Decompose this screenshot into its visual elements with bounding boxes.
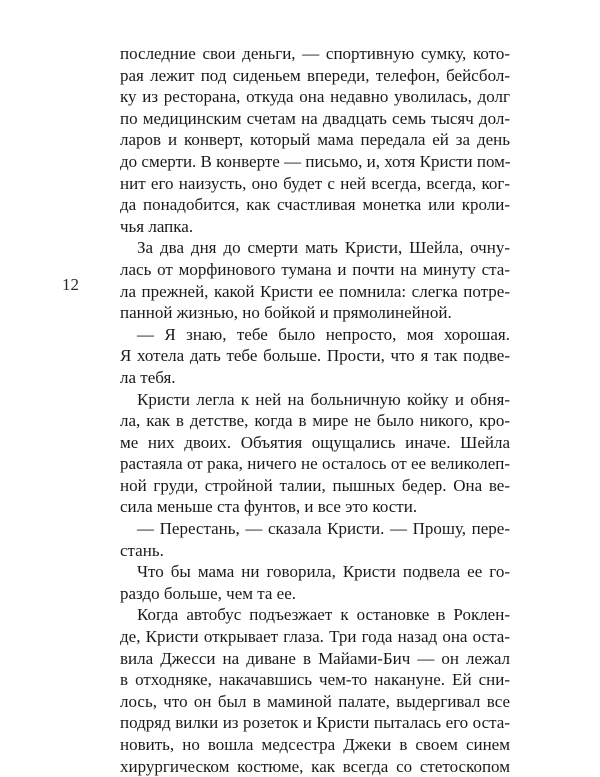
text-line: рая лежит под сиденьем впереди, телефон, бейсбол- [120, 65, 510, 85]
text-line: ку из ресторана, откуда она недавно уволилась, долг [120, 87, 510, 107]
text-line: Что бы мама ни говорила, Кристи подвела ее го- [137, 562, 510, 582]
text-line: За два дня до смерти мать Кристи, Шейла, очну- [137, 238, 510, 258]
text-line: Я хотела дать тебе больше. Прости, что я так подве- [120, 346, 510, 366]
text-line: панной жизнью, но бойкой и прямолинейной. [120, 303, 452, 323]
text-line: вила Джесси на диване в Майами-Бич — он лежал [120, 648, 510, 668]
text-line: Кристи легла к ней на больничную койку и обня- [137, 389, 510, 409]
text-line: лось, что он был в маминой палате, выдергивал все [120, 691, 510, 711]
text-line: по медицинским счетам на двадцать семь тысяч дол- [120, 108, 510, 128]
text-line: ной груди, стройной талии, пышных бедер. Она ве- [120, 475, 510, 495]
text-line: последние свои деньги, — спортивную сумку, кото- [120, 44, 510, 63]
text-line: раздо больше, чем та ее. [120, 583, 297, 603]
text-line: лась от морфинового тумана и почти на минуту ста- [120, 259, 510, 279]
text-line: в отходняке, накачавшись чем-то накануне. Ей сни- [120, 670, 510, 690]
book-text-body [120, 43, 510, 777]
text-line: ла прежней, какой Кристи ее помнила: слегка потре- [120, 281, 510, 301]
text-line: до смерти. В конверте — письмо, и, хотя Кристи пом- [120, 151, 511, 171]
text-line: — Перестань, — сказала Кристи. — Прошу, пере- [137, 519, 510, 539]
text-line: Когда автобус подъезжает к остановке в Роклен- [137, 605, 510, 625]
text-line: нит его наизусть, оно будет с ней всегда, всегда, ког- [120, 173, 510, 193]
text-line: ла тебя. [120, 367, 176, 387]
text-line: чья лапка. [120, 216, 194, 236]
page-number: 12 [62, 275, 79, 294]
text-line: сила меньше ста фунтов, и все это кости. [120, 497, 418, 517]
text-line: ме них двоих. Объятия ощущались иначе. Шейла [120, 432, 510, 452]
text-line: ларов и конверт, который мама передала ей за день [120, 130, 510, 150]
text-line: ла, как в детстве, когда в мире не было никого, кро- [120, 411, 510, 431]
text-line: подряд вилки из розеток и Кристи пыталась его оста- [120, 713, 510, 733]
text-line: растаяла от рака, ничего не осталось от ее великолеп- [120, 454, 510, 474]
text-line: да понадобится, как счастливая монетка или кроли- [120, 195, 510, 215]
text-line: новить, но вошла медсестра Джеки в своем синем [120, 735, 510, 754]
text-line: — Я знаю, тебе было непросто, моя хорошая. [137, 324, 510, 344]
text-line: стань. [120, 540, 164, 560]
text-line: хирургическом костюме, как всегда со стетоскопом [120, 756, 510, 776]
text-line: де, Кристи открывает глаза. Три года назад она оста- [120, 627, 510, 647]
